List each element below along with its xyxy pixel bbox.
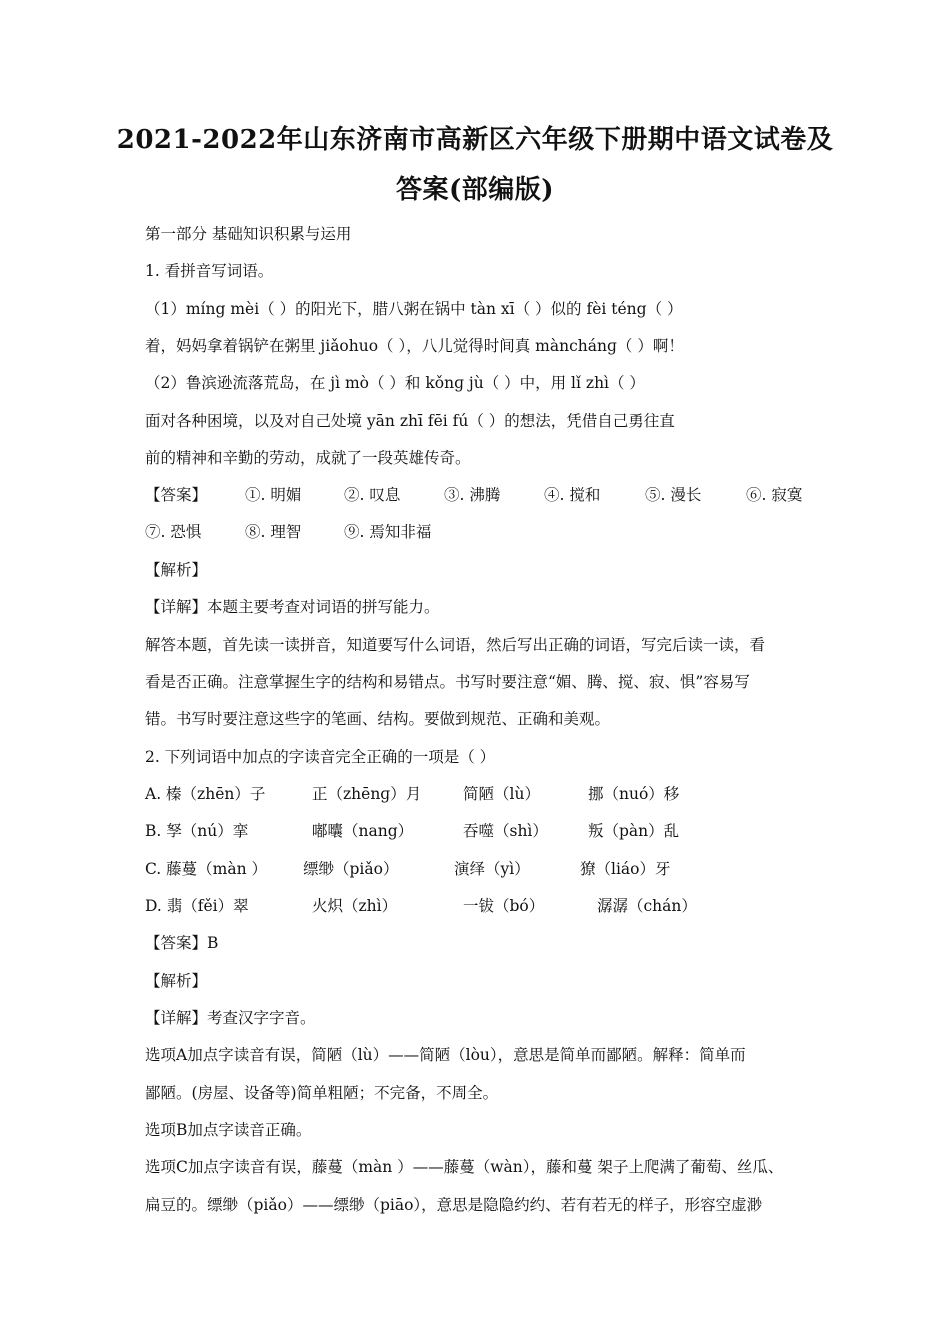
q2-option-b-word: 叛（pàn）乱 — [588, 822, 680, 840]
q2-explanation-a-line2: 鄙陋。(房屋、设备等)简单粗陋；不完备，不周全。 — [145, 1084, 499, 1102]
q2-option-d-word: 火炽（zhì） — [312, 897, 398, 915]
q1-answer-item: ①. 明媚 — [245, 486, 302, 504]
q1-answer-item: ②. 叹息 — [344, 486, 401, 504]
q2-option-a-word: A. 榛（zhēn）子 — [145, 785, 266, 803]
q2-option-c-word: 缥缈（piǎo） — [303, 860, 399, 878]
q1-explanation-line2: 看是否正确。注意掌握生字的结构和易错点。书写时要注意“媚、腾、搅、寂、惧”容易写 — [145, 673, 750, 691]
q1-stem: 1. 看拼音写词语。 — [145, 262, 274, 280]
q2-option-b-word: B. 孥（nú）挛 — [145, 822, 249, 840]
q2-option-a-word: 挪（nuó）移 — [588, 785, 680, 803]
q1-answer-item: ⑧. 理智 — [245, 523, 302, 541]
q2-explanation-c-line2: 扁豆的。缥缈（piǎo）——缥缈（piāo），意思是隐隐约约、若有若无的样子，形容空虚渺 — [145, 1196, 763, 1214]
q2-option-d-word: D. 翡（fěi）翠 — [145, 897, 249, 915]
q1-analysis-label: 【解析】 — [145, 561, 208, 579]
q1-answer-item: ⑨. 焉知非福 — [344, 523, 432, 541]
q2-option-c-word: 演绎（yì） — [454, 860, 530, 878]
q2-option-c-word: C. 藤蔓（màn ） — [145, 860, 268, 878]
q1-detail: 【详解】本题主要考查对词语的拼写能力。 — [145, 598, 440, 616]
q1-explanation-line1: 解答本题，首先读一读拼音，知道要写什么词语，然后写出正确的词语，写完后读一读，看 — [145, 636, 766, 654]
q1-answer-item: ⑦. 恐惧 — [145, 523, 202, 541]
q2-option-b-word: 嘟囔（nang） — [312, 822, 414, 840]
q1-part2-line1: （2）鲁滨逊流落荒岛，在 jì mò（ ）和 kǒnɡ jù（ ）中，用 lǐ zhì（ ） — [145, 374, 645, 392]
q1-answer-label: 【答案】 — [145, 486, 208, 504]
q2-option-d-word: 潺潺（chán） — [597, 897, 697, 915]
q2-option-c-word: 獠（liáo）牙 — [580, 860, 671, 878]
section-heading: 第一部分 基础知识积累与运用 — [145, 225, 352, 243]
q2-stem: 2. 下列词语中加点的字读音完全正确的一项是（ ） — [145, 748, 496, 766]
q2-option-b-word: 吞噬（shì） — [463, 822, 548, 840]
q2-detail: 【详解】考查汉字字音。 — [145, 1009, 316, 1027]
q1-answer-item: ③. 沸腾 — [444, 486, 501, 504]
q1-part2-line2: 面对各种困境，以及对自己处境 yān zhī fēi fú（ ）的想法，凭借自己勇往直 — [145, 412, 675, 430]
q2-analysis-label: 【解析】 — [145, 972, 208, 990]
q2-explanation-a-line1: 选项A加点字读音有误，简陋（lù）——简陋（lòu），意思是简单而鄙陋。解释：简单而 — [145, 1046, 746, 1064]
document-title-line1: 2021-2022年山东济南市高新区六年级下册期中语文试卷及 — [116, 125, 834, 155]
q1-answer-item: ⑤. 漫长 — [645, 486, 702, 504]
q2-option-a-word: 简陋（lù） — [463, 785, 540, 803]
q1-part1-line2: 着，妈妈拿着锅铲在粥里 jiǎohuo（ ），八儿觉得时间真 mànchánɡ（ ）啊！ — [145, 337, 684, 355]
q1-answer-item: ⑥. 寂寞 — [746, 486, 803, 504]
q2-option-a-word: 正（zhēnɡ）月 — [312, 785, 422, 803]
q1-part2-line3: 前的精神和辛勤的劳动，成就了一段英雄传奇。 — [145, 449, 471, 467]
q2-explanation-b: 选项B加点字读音正确。 — [145, 1121, 312, 1139]
q2-option-d-word: 一钹（bó） — [463, 897, 545, 915]
q1-explanation-line3: 错。书写时要注意这些字的笔画、结构。要做到规范、正确和美观。 — [145, 710, 611, 728]
q1-answer-item: ④. 搅和 — [544, 486, 601, 504]
q2-explanation-c-line1: 选项C加点字读音有误，藤蔓（màn ）——藤蔓（wàn），藤和蔓 架子上爬满了葡萄、丝瓜、 — [145, 1158, 784, 1176]
document-title-line2: 答案(部编版) — [395, 175, 555, 205]
q2-answer: 【答案】B — [145, 934, 219, 952]
q1-part1-line1: （1）míng mèi（ ）的阳光下，腊八粥在锅中 tàn xī（ ）似的 fèi téng（ ） — [145, 300, 683, 318]
